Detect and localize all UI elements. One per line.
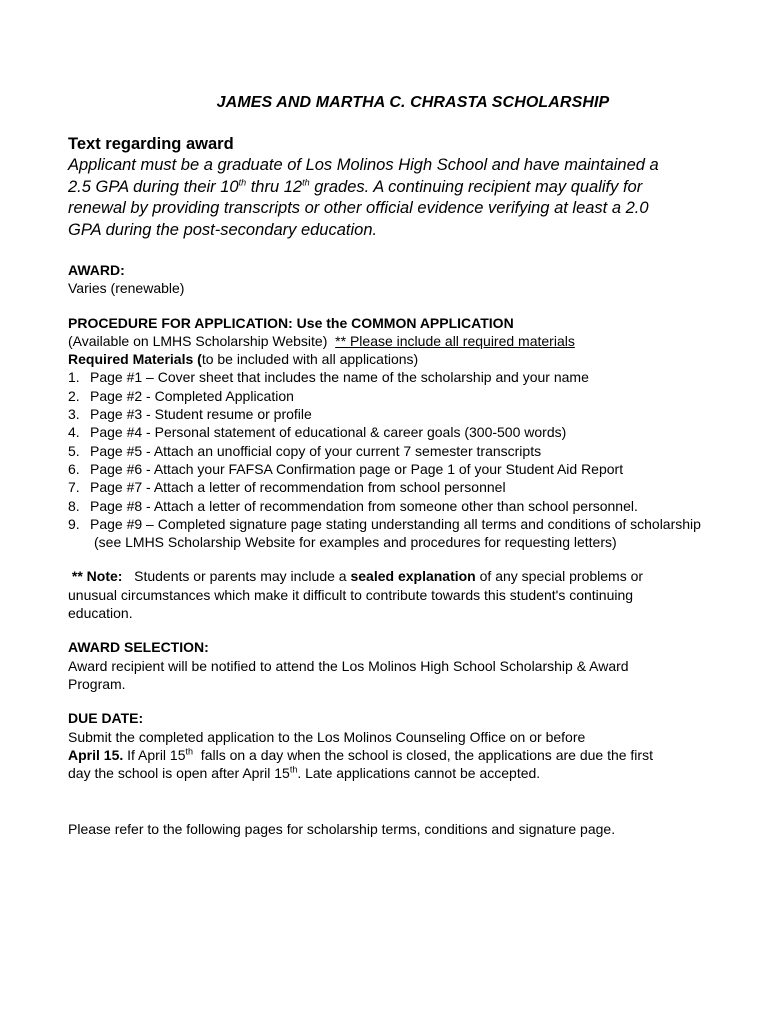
due-date-line-1: Submit the completed application to the Los Molinos Counseling Office on or before	[68, 728, 586, 745]
award-value: Varies (renewable)	[68, 280, 185, 297]
document-title: JAMES AND MARTHA C. CHRASTA SCHOLARSHIP	[216, 94, 610, 111]
award-selection-line-1: Award recipient will be notified to attend the Los Molinos High School Scholarship & Award	[68, 657, 629, 674]
required-materials-label: Required Materials (	[68, 351, 202, 368]
list-item-9-continuation: (see LMHS Scholarship Website for examples and procedures for requesting letters)	[94, 534, 617, 551]
procedure-label: PROCEDURE FOR APPLICATION: Use the COMMON APPLICATION	[68, 314, 514, 331]
list-item: 3. Page #3 - Student resume or profile	[68, 406, 312, 423]
award-text-line-3: renewal by providing transcripts or other official evidence verifying at least a 2.0	[68, 199, 649, 217]
list-item: 2. Page #2 - Completed Application	[68, 387, 294, 404]
required-materials-text: to be included with all applications)	[201, 351, 419, 368]
due-date-line-2: April 15. If April 15th falls on a day when the school is closed, the applications are due the first	[68, 746, 653, 763]
note-line-2: unusual circumstances which make it difficult to contribute towards this student's continuing	[68, 586, 634, 603]
sealed-explanation: sealed explanation	[350, 568, 476, 585]
award-selection-line-2: Program.	[68, 675, 126, 692]
gpa-text: 2.5 GPA during their 10	[68, 177, 239, 196]
required-materials	[68, 350, 758, 368]
footer-note: Please refer to the following pages for scholarship terms, conditions and signature page.	[68, 821, 616, 838]
include-materials-note: ** Please include all required materials	[335, 332, 575, 349]
superscript-th: th	[302, 177, 310, 187]
award-text-line-4: GPA during the post-secondary education.	[68, 220, 378, 239]
award-selection-label: AWARD SELECTION:	[68, 639, 209, 656]
list-item: 7. Page #7 - Attach a letter of recommendation from school personnel	[68, 479, 506, 496]
superscript-th: th	[238, 177, 247, 187]
list-item: 6. Page #6 - Attach your FAFSA Confirmation page or Page 1 of your Student Aid Report	[68, 460, 624, 477]
due-date-line-3: day the school is open after April 15th. Late applications cannot be accepted.	[68, 764, 541, 782]
list-item: 9. Page #9 – Completed signature page stating understanding all terms and conditions of scholarship	[68, 515, 701, 532]
award-text-heading: Text regarding award	[68, 135, 234, 153]
thru-text: thru 12	[246, 177, 303, 196]
award-label: AWARD:	[68, 262, 125, 278]
document-page	[68, 94, 758, 839]
award-text-line-2	[68, 177, 758, 199]
list-item: 8. Page #8 - Attach a letter of recommendation from someone other than school personnel.	[68, 497, 638, 514]
list-item: 1. Page #1 – Cover sheet that includes the name of the scholarship and your name	[68, 369, 589, 386]
award-text-body	[68, 155, 758, 241]
grades-text: grades. A continuing recipient may qualify for	[309, 177, 643, 196]
required-materials-list	[68, 368, 758, 533]
note-label: ** Note:	[68, 568, 123, 585]
procedure-available	[68, 332, 758, 350]
award-text-line-1: Applicant must be a graduate of Los Molinos High School and have maintained a	[68, 156, 659, 174]
due-date-label: DUE DATE:	[68, 710, 144, 727]
list-item: 5. Page #5 - Attach an unofficial copy of your current 7 semester transcripts	[68, 442, 542, 459]
superscript-th: th	[289, 764, 298, 775]
note-paragraph: ** Note: Students or parents may include a sealed explanation of any special problems or	[68, 568, 644, 585]
superscript-th: th	[185, 746, 194, 757]
note-line-3: education.	[68, 605, 133, 622]
due-date-value: April 15.	[68, 746, 124, 763]
list-item: 4. Page #4 - Personal statement of educational & career goals (300-500 words)	[68, 424, 567, 441]
available-text: (Available on LMHS Scholarship Website)	[68, 332, 336, 349]
